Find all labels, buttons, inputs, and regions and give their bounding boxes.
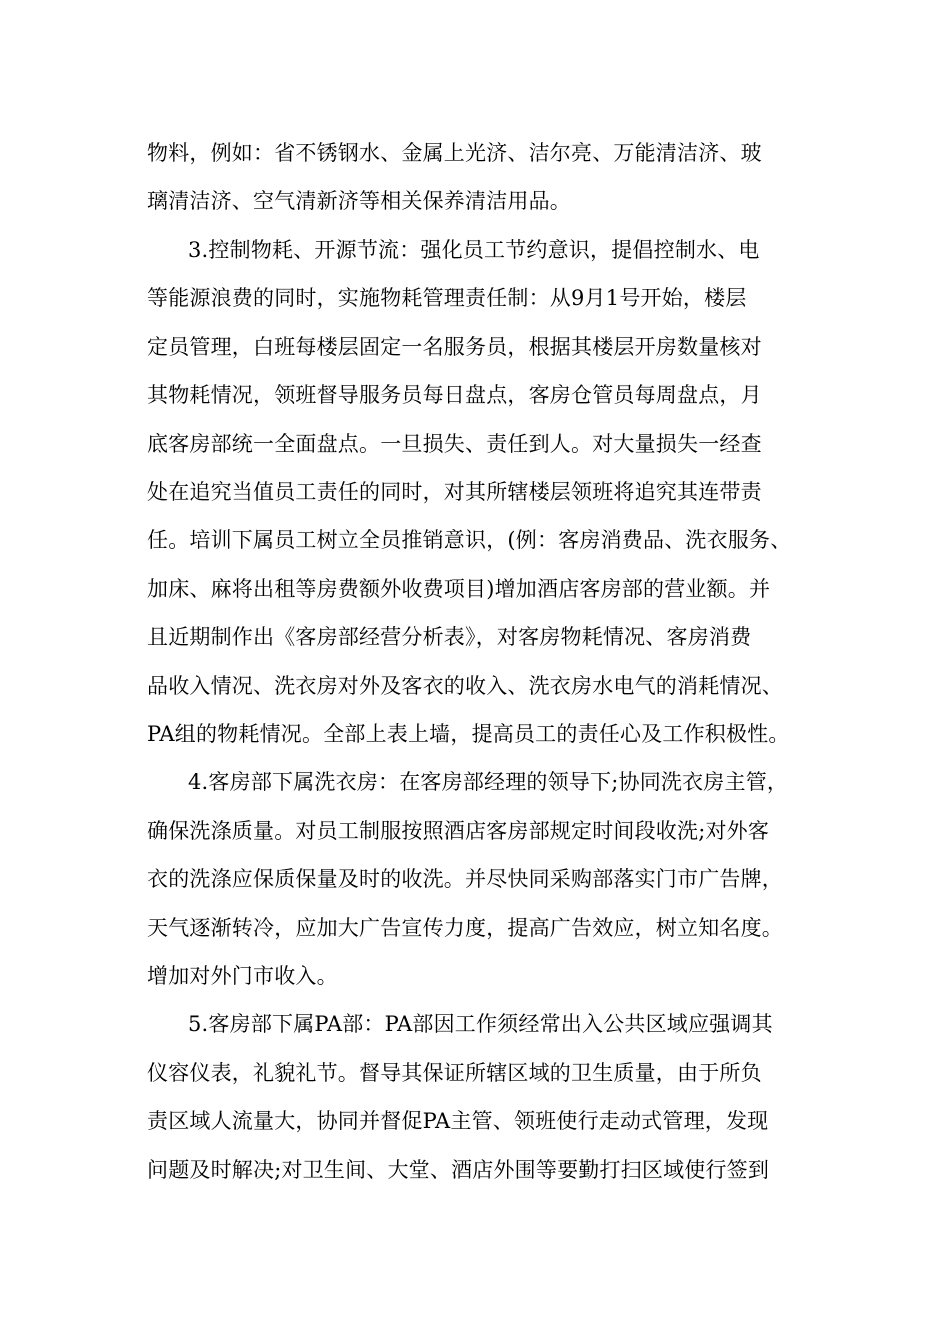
text-line: 仪容仪表，礼貌礼节。督导其保证所辖区域的卫生质量，由于所负	[147, 1061, 762, 1085]
text-line: 增加对外门市收入。	[147, 964, 338, 988]
text-line: 璃清洁济、空气清新济等相关保养清洁用品。	[147, 189, 571, 213]
text-line: 定员管理，白班每楼层固定一名服务员，根据其楼层开房数量核对	[147, 335, 762, 359]
text-line: 底客房部统一全面盘点。一旦损失、责任到人。对大量损失一经查	[147, 432, 762, 456]
text-line: 等能源浪费的同时，实施物耗管理责任制：从9月1号开始，楼层	[147, 286, 747, 310]
paragraph-5-start: 5.客房部下属PA部：PA部因工作须经常出入公共区域应强调其	[188, 1012, 773, 1036]
text-line: 处在追究当值员工责任的同时，对其所辖楼层领班将追究其连带责	[147, 480, 762, 504]
text-line: 确保洗涤质量。对员工制服按照酒店客房部规定时间段收洗;对外客	[147, 819, 770, 843]
text-line: 衣的洗涤应保质保量及时的收洗。并尽快同采购部落实门市广告牌，	[147, 867, 783, 891]
text-line: 加床、麻将出租等房费额外收费项目)增加酒店客房部的营业额。并	[147, 577, 771, 601]
text-line: 品收入情况、洗衣房对外及客衣的收入、洗衣房水电气的消耗情况、	[147, 674, 783, 698]
text-line: 物料，例如：省不锈钢水、金属上光济、洁尔亮、万能清洁济、玻	[147, 141, 762, 165]
text-line: 天气逐渐转冷，应加大广告宣传力度，提高广告效应，树立知名度。	[147, 916, 783, 940]
text-line: 责区域人流量大，协同并督促PA主管、领班使行走动式管理，发现	[147, 1109, 769, 1133]
text-line: 问题及时解决;对卫生间、大堂、酒店外围等要勤打扫区域使行签到	[147, 1158, 770, 1182]
text-line: 其物耗情况，领班督导服务员每日盘点，客房仓管员每周盘点，月	[147, 383, 762, 407]
paragraph-4-start: 4.客房部下属洗衣房：在客房部经理的领导下;协同洗衣房主管，	[188, 770, 789, 794]
text-line: PA组的物耗情况。全部上表上墙，提高员工的责任心及工作积极性。	[147, 722, 790, 746]
paragraph-3-start: 3.控制物耗、开源节流：强化员工节约意识，提倡控制水、电	[188, 238, 760, 262]
text-line: 任。培训下属员工树立全员推销意识，(例：客房消费品、洗衣服务、	[147, 528, 792, 552]
text-line: 且近期制作出《客房部经营分析表》，对客房物耗情况、客房消费	[147, 625, 752, 649]
